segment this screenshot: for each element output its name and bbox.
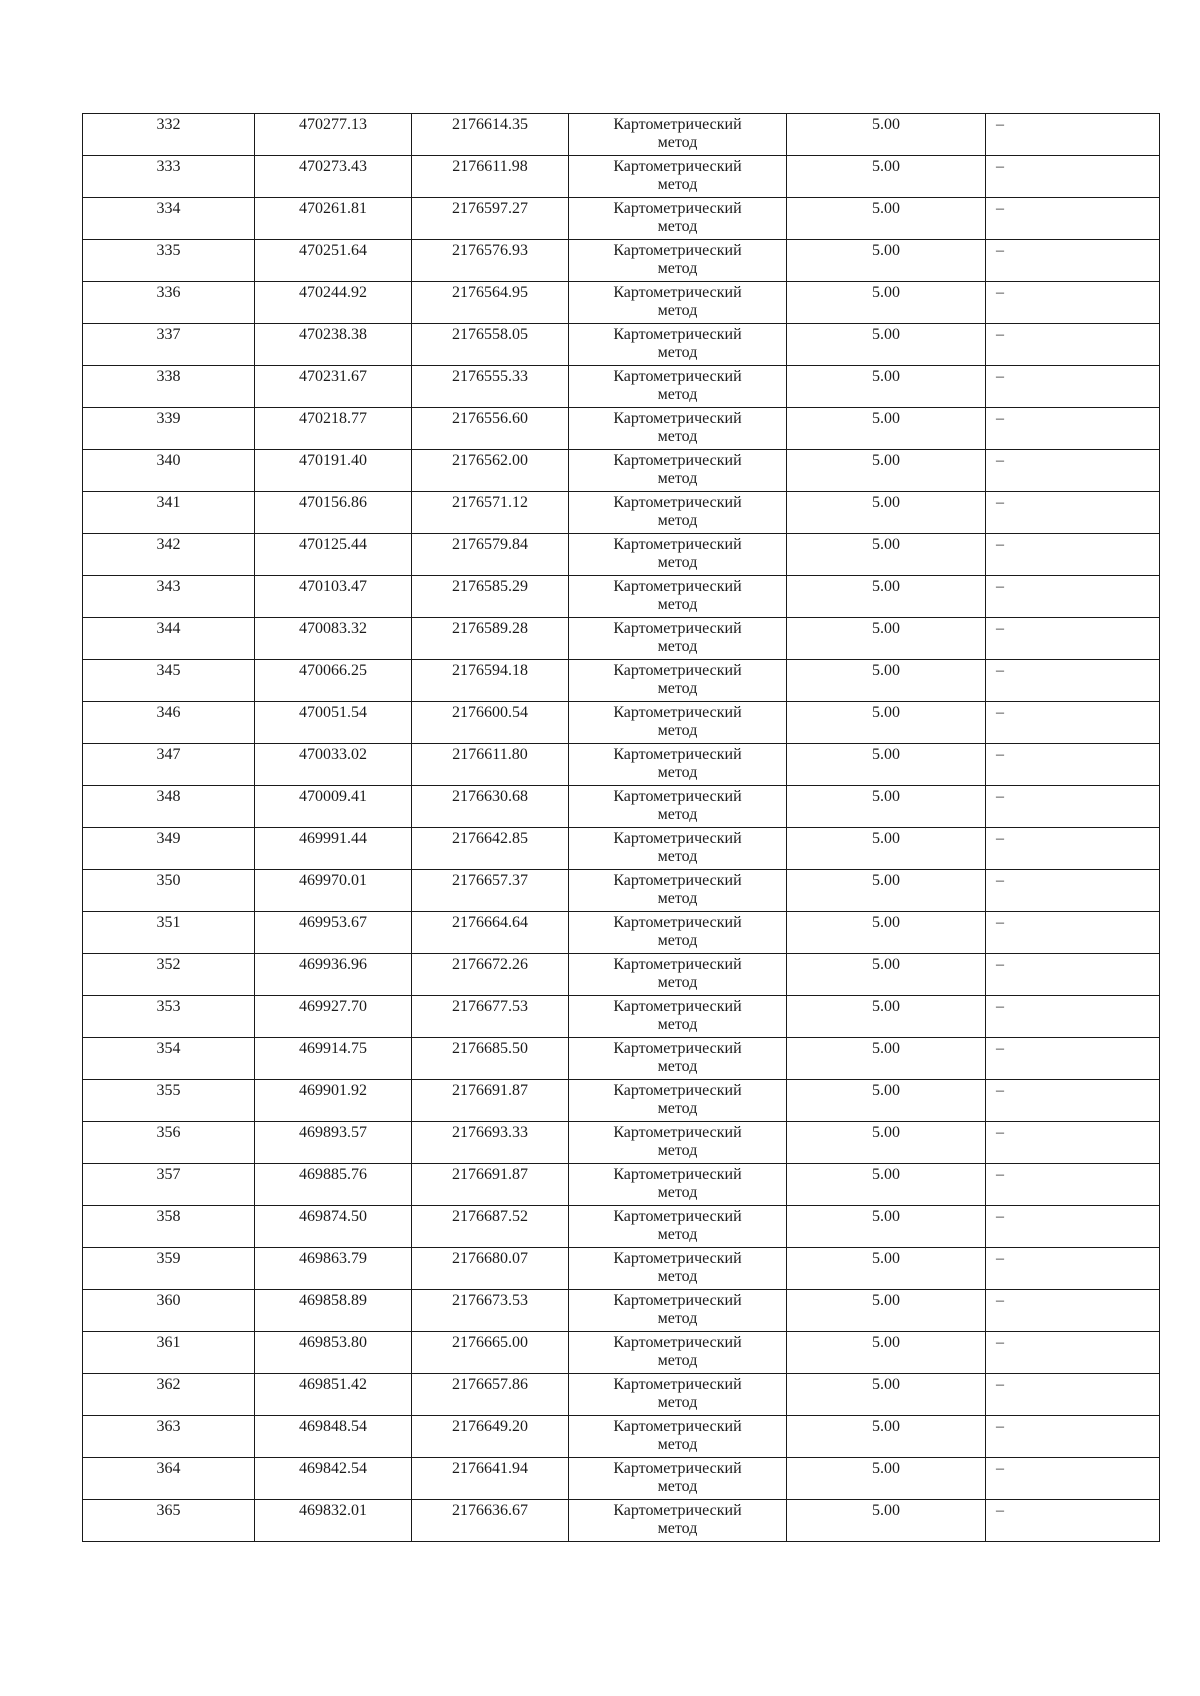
coord-x-cell: 470218.77 bbox=[255, 408, 412, 450]
table-row bbox=[83, 1458, 1160, 1500]
accuracy-cell: 5.00 bbox=[787, 1332, 986, 1374]
method-text: Картометрический метод bbox=[613, 1082, 742, 1117]
method-cell bbox=[569, 1458, 787, 1500]
coord-y-cell: 2176691.87 bbox=[412, 1080, 569, 1122]
accuracy-cell: 5.00 bbox=[787, 366, 986, 408]
coord-x-cell: 469851.42 bbox=[255, 1374, 412, 1416]
point-number-cell: 338 bbox=[83, 366, 255, 408]
method-text: Картометрический метод bbox=[613, 956, 742, 991]
method-cell bbox=[569, 114, 787, 156]
table-row bbox=[83, 534, 1160, 576]
note-cell: – bbox=[986, 618, 1160, 660]
coord-y-cell: 2176691.87 bbox=[412, 1164, 569, 1206]
method-cell bbox=[569, 1122, 787, 1164]
table-row bbox=[83, 1374, 1160, 1416]
accuracy-cell: 5.00 bbox=[787, 198, 986, 240]
method-text: Картометрический метод bbox=[613, 1166, 742, 1201]
method-cell bbox=[569, 954, 787, 996]
coord-y-cell: 2176649.20 bbox=[412, 1416, 569, 1458]
note-cell: – bbox=[986, 828, 1160, 870]
table-row bbox=[83, 240, 1160, 282]
table-row bbox=[83, 1122, 1160, 1164]
coord-x-cell: 470051.54 bbox=[255, 702, 412, 744]
table-row bbox=[83, 1416, 1160, 1458]
method-cell bbox=[569, 1290, 787, 1332]
table-row bbox=[83, 324, 1160, 366]
table-row bbox=[83, 492, 1160, 534]
table-row bbox=[83, 702, 1160, 744]
method-cell bbox=[569, 1332, 787, 1374]
accuracy-cell: 5.00 bbox=[787, 996, 986, 1038]
note-cell: – bbox=[986, 1164, 1160, 1206]
table-row bbox=[83, 450, 1160, 492]
coord-y-cell: 2176600.54 bbox=[412, 702, 569, 744]
coord-x-cell: 469853.80 bbox=[255, 1332, 412, 1374]
method-text: Картометрический метод bbox=[613, 578, 742, 613]
point-number-cell: 361 bbox=[83, 1332, 255, 1374]
point-number-cell: 343 bbox=[83, 576, 255, 618]
coord-y-cell: 2176636.67 bbox=[412, 1500, 569, 1542]
method-text: Картометрический метод bbox=[613, 1418, 742, 1453]
table-row bbox=[83, 1248, 1160, 1290]
coord-y-cell: 2176562.00 bbox=[412, 450, 569, 492]
accuracy-cell: 5.00 bbox=[787, 408, 986, 450]
accuracy-cell: 5.00 bbox=[787, 618, 986, 660]
coord-x-cell: 469858.89 bbox=[255, 1290, 412, 1332]
coord-x-cell: 470009.41 bbox=[255, 786, 412, 828]
coord-x-cell: 469936.96 bbox=[255, 954, 412, 996]
method-text: Картометрический метод bbox=[613, 1502, 742, 1537]
method-cell bbox=[569, 618, 787, 660]
point-number-cell: 354 bbox=[83, 1038, 255, 1080]
coord-x-cell: 470238.38 bbox=[255, 324, 412, 366]
method-cell bbox=[569, 1248, 787, 1290]
coord-y-cell: 2176672.26 bbox=[412, 954, 569, 996]
coord-y-cell: 2176664.64 bbox=[412, 912, 569, 954]
method-text: Картометрический метод bbox=[613, 200, 742, 235]
point-number-cell: 363 bbox=[83, 1416, 255, 1458]
accuracy-cell: 5.00 bbox=[787, 1374, 986, 1416]
method-text: Картометрический метод bbox=[613, 620, 742, 655]
coordinates-table-body bbox=[83, 114, 1160, 1542]
note-cell: – bbox=[986, 996, 1160, 1038]
point-number-cell: 345 bbox=[83, 660, 255, 702]
point-number-cell: 336 bbox=[83, 282, 255, 324]
coord-y-cell: 2176564.95 bbox=[412, 282, 569, 324]
table-row bbox=[83, 1332, 1160, 1374]
method-text: Картометрический метод bbox=[613, 1460, 742, 1495]
accuracy-cell: 5.00 bbox=[787, 1290, 986, 1332]
point-number-cell: 342 bbox=[83, 534, 255, 576]
coord-y-cell: 2176687.52 bbox=[412, 1206, 569, 1248]
note-cell: – bbox=[986, 1080, 1160, 1122]
note-cell: – bbox=[986, 576, 1160, 618]
accuracy-cell: 5.00 bbox=[787, 576, 986, 618]
coord-x-cell: 469970.01 bbox=[255, 870, 412, 912]
coord-y-cell: 2176594.18 bbox=[412, 660, 569, 702]
coord-x-cell: 469874.50 bbox=[255, 1206, 412, 1248]
accuracy-cell: 5.00 bbox=[787, 1080, 986, 1122]
method-text: Картометрический метод bbox=[613, 788, 742, 823]
accuracy-cell: 5.00 bbox=[787, 1416, 986, 1458]
coord-x-cell: 470244.92 bbox=[255, 282, 412, 324]
coord-y-cell: 2176611.80 bbox=[412, 744, 569, 786]
table-row bbox=[83, 1164, 1160, 1206]
method-text: Картометрический метод bbox=[613, 116, 742, 151]
method-text: Картометрический метод bbox=[613, 536, 742, 571]
coord-y-cell: 2176642.85 bbox=[412, 828, 569, 870]
coord-y-cell: 2176680.07 bbox=[412, 1248, 569, 1290]
coord-x-cell: 470156.86 bbox=[255, 492, 412, 534]
note-cell: – bbox=[986, 1290, 1160, 1332]
method-text: Картометрический метод bbox=[613, 284, 742, 319]
coord-y-cell: 2176641.94 bbox=[412, 1458, 569, 1500]
table-row bbox=[83, 786, 1160, 828]
table-row bbox=[83, 1290, 1160, 1332]
accuracy-cell: 5.00 bbox=[787, 1248, 986, 1290]
table-row bbox=[83, 1500, 1160, 1542]
coord-x-cell: 470066.25 bbox=[255, 660, 412, 702]
note-cell: – bbox=[986, 702, 1160, 744]
point-number-cell: 359 bbox=[83, 1248, 255, 1290]
coord-x-cell: 470191.40 bbox=[255, 450, 412, 492]
point-number-cell: 337 bbox=[83, 324, 255, 366]
coord-x-cell: 470273.43 bbox=[255, 156, 412, 198]
coord-x-cell: 470231.67 bbox=[255, 366, 412, 408]
accuracy-cell: 5.00 bbox=[787, 1164, 986, 1206]
method-text: Картометрический метод bbox=[613, 326, 742, 361]
point-number-cell: 348 bbox=[83, 786, 255, 828]
coord-y-cell: 2176685.50 bbox=[412, 1038, 569, 1080]
coord-y-cell: 2176597.27 bbox=[412, 198, 569, 240]
coord-y-cell: 2176558.05 bbox=[412, 324, 569, 366]
point-number-cell: 339 bbox=[83, 408, 255, 450]
method-cell bbox=[569, 324, 787, 366]
coord-y-cell: 2176630.68 bbox=[412, 786, 569, 828]
coord-x-cell: 469927.70 bbox=[255, 996, 412, 1038]
note-cell: – bbox=[986, 492, 1160, 534]
coord-y-cell: 2176571.12 bbox=[412, 492, 569, 534]
accuracy-cell: 5.00 bbox=[787, 828, 986, 870]
table-row bbox=[83, 912, 1160, 954]
accuracy-cell: 5.00 bbox=[787, 1458, 986, 1500]
accuracy-cell: 5.00 bbox=[787, 786, 986, 828]
coord-x-cell: 469991.44 bbox=[255, 828, 412, 870]
point-number-cell: 358 bbox=[83, 1206, 255, 1248]
table-row bbox=[83, 1038, 1160, 1080]
method-cell bbox=[569, 450, 787, 492]
method-cell bbox=[569, 198, 787, 240]
accuracy-cell: 5.00 bbox=[787, 660, 986, 702]
accuracy-cell: 5.00 bbox=[787, 954, 986, 996]
coord-x-cell: 470125.44 bbox=[255, 534, 412, 576]
method-text: Картометрический метод bbox=[613, 410, 742, 445]
method-text: Картометрический метод bbox=[613, 914, 742, 949]
note-cell: – bbox=[986, 660, 1160, 702]
note-cell: – bbox=[986, 198, 1160, 240]
accuracy-cell: 5.00 bbox=[787, 282, 986, 324]
coord-y-cell: 2176556.60 bbox=[412, 408, 569, 450]
coord-x-cell: 470251.64 bbox=[255, 240, 412, 282]
accuracy-cell: 5.00 bbox=[787, 1206, 986, 1248]
point-number-cell: 352 bbox=[83, 954, 255, 996]
coord-x-cell: 469885.76 bbox=[255, 1164, 412, 1206]
note-cell: – bbox=[986, 1038, 1160, 1080]
method-cell bbox=[569, 366, 787, 408]
table-row bbox=[83, 198, 1160, 240]
method-text: Картометрический метод bbox=[613, 1376, 742, 1411]
note-cell: – bbox=[986, 786, 1160, 828]
method-cell bbox=[569, 408, 787, 450]
accuracy-cell: 5.00 bbox=[787, 912, 986, 954]
table-row bbox=[83, 156, 1160, 198]
coord-x-cell: 469863.79 bbox=[255, 1248, 412, 1290]
note-cell: – bbox=[986, 1206, 1160, 1248]
coord-y-cell: 2176693.33 bbox=[412, 1122, 569, 1164]
point-number-cell: 340 bbox=[83, 450, 255, 492]
coord-y-cell: 2176589.28 bbox=[412, 618, 569, 660]
method-cell bbox=[569, 156, 787, 198]
accuracy-cell: 5.00 bbox=[787, 1038, 986, 1080]
coordinates-table bbox=[82, 113, 1160, 1542]
method-text: Картометрический метод bbox=[613, 1292, 742, 1327]
accuracy-cell: 5.00 bbox=[787, 1500, 986, 1542]
method-text: Картометрический метод bbox=[613, 242, 742, 277]
method-text: Картометрический метод bbox=[613, 1208, 742, 1243]
coord-x-cell: 469842.54 bbox=[255, 1458, 412, 1500]
note-cell: – bbox=[986, 534, 1160, 576]
point-number-cell: 351 bbox=[83, 912, 255, 954]
accuracy-cell: 5.00 bbox=[787, 450, 986, 492]
coord-y-cell: 2176585.29 bbox=[412, 576, 569, 618]
table-row bbox=[83, 996, 1160, 1038]
point-number-cell: 349 bbox=[83, 828, 255, 870]
note-cell: – bbox=[986, 954, 1160, 996]
coord-x-cell: 470033.02 bbox=[255, 744, 412, 786]
method-cell bbox=[569, 1374, 787, 1416]
point-number-cell: 332 bbox=[83, 114, 255, 156]
accuracy-cell: 5.00 bbox=[787, 870, 986, 912]
method-cell bbox=[569, 1206, 787, 1248]
note-cell: – bbox=[986, 1248, 1160, 1290]
coord-x-cell: 469832.01 bbox=[255, 1500, 412, 1542]
method-cell bbox=[569, 1500, 787, 1542]
table-row bbox=[83, 366, 1160, 408]
coord-x-cell: 469901.92 bbox=[255, 1080, 412, 1122]
accuracy-cell: 5.00 bbox=[787, 534, 986, 576]
method-cell bbox=[569, 660, 787, 702]
point-number-cell: 334 bbox=[83, 198, 255, 240]
table-row bbox=[83, 1080, 1160, 1122]
table-row bbox=[83, 282, 1160, 324]
table-row bbox=[83, 954, 1160, 996]
method-cell bbox=[569, 534, 787, 576]
method-cell bbox=[569, 702, 787, 744]
point-number-cell: 355 bbox=[83, 1080, 255, 1122]
accuracy-cell: 5.00 bbox=[787, 114, 986, 156]
note-cell: – bbox=[986, 156, 1160, 198]
method-text: Картометрический метод bbox=[613, 1250, 742, 1285]
method-cell bbox=[569, 996, 787, 1038]
method-cell bbox=[569, 1164, 787, 1206]
method-text: Картометрический метод bbox=[613, 368, 742, 403]
table-row bbox=[83, 828, 1160, 870]
accuracy-cell: 5.00 bbox=[787, 1122, 986, 1164]
point-number-cell: 353 bbox=[83, 996, 255, 1038]
accuracy-cell: 5.00 bbox=[787, 744, 986, 786]
point-number-cell: 341 bbox=[83, 492, 255, 534]
point-number-cell: 360 bbox=[83, 1290, 255, 1332]
note-cell: – bbox=[986, 450, 1160, 492]
method-text: Картометрический метод bbox=[613, 1040, 742, 1075]
table-row bbox=[83, 744, 1160, 786]
note-cell: – bbox=[986, 1458, 1160, 1500]
table-row bbox=[83, 408, 1160, 450]
note-cell: – bbox=[986, 114, 1160, 156]
method-text: Картометрический метод bbox=[613, 494, 742, 529]
method-text: Картометрический метод bbox=[613, 158, 742, 193]
method-text: Картометрический метод bbox=[613, 1334, 742, 1369]
method-cell bbox=[569, 282, 787, 324]
point-number-cell: 333 bbox=[83, 156, 255, 198]
method-cell bbox=[569, 870, 787, 912]
coord-y-cell: 2176665.00 bbox=[412, 1332, 569, 1374]
coord-x-cell: 470261.81 bbox=[255, 198, 412, 240]
coord-x-cell: 470083.32 bbox=[255, 618, 412, 660]
method-cell bbox=[569, 1038, 787, 1080]
coord-y-cell: 2176657.37 bbox=[412, 870, 569, 912]
method-text: Картометрический метод bbox=[613, 452, 742, 487]
note-cell: – bbox=[986, 366, 1160, 408]
method-cell bbox=[569, 576, 787, 618]
coord-x-cell: 469848.54 bbox=[255, 1416, 412, 1458]
table-row bbox=[83, 660, 1160, 702]
method-cell bbox=[569, 744, 787, 786]
method-text: Картометрический метод bbox=[613, 998, 742, 1033]
coord-x-cell: 470103.47 bbox=[255, 576, 412, 618]
accuracy-cell: 5.00 bbox=[787, 492, 986, 534]
point-number-cell: 362 bbox=[83, 1374, 255, 1416]
note-cell: – bbox=[986, 870, 1160, 912]
coord-y-cell: 2176555.33 bbox=[412, 366, 569, 408]
accuracy-cell: 5.00 bbox=[787, 324, 986, 366]
point-number-cell: 356 bbox=[83, 1122, 255, 1164]
point-number-cell: 346 bbox=[83, 702, 255, 744]
note-cell: – bbox=[986, 912, 1160, 954]
coord-y-cell: 2176673.53 bbox=[412, 1290, 569, 1332]
note-cell: – bbox=[986, 324, 1160, 366]
method-text: Картометрический метод bbox=[613, 704, 742, 739]
note-cell: – bbox=[986, 1332, 1160, 1374]
point-number-cell: 335 bbox=[83, 240, 255, 282]
table-row bbox=[83, 618, 1160, 660]
accuracy-cell: 5.00 bbox=[787, 240, 986, 282]
note-cell: – bbox=[986, 282, 1160, 324]
method-cell bbox=[569, 1416, 787, 1458]
note-cell: – bbox=[986, 1122, 1160, 1164]
note-cell: – bbox=[986, 408, 1160, 450]
method-cell bbox=[569, 786, 787, 828]
table-row bbox=[83, 870, 1160, 912]
point-number-cell: 347 bbox=[83, 744, 255, 786]
note-cell: – bbox=[986, 1374, 1160, 1416]
point-number-cell: 365 bbox=[83, 1500, 255, 1542]
method-text: Картометрический метод bbox=[613, 830, 742, 865]
note-cell: – bbox=[986, 1416, 1160, 1458]
point-number-cell: 364 bbox=[83, 1458, 255, 1500]
method-cell bbox=[569, 912, 787, 954]
accuracy-cell: 5.00 bbox=[787, 156, 986, 198]
coord-x-cell: 469953.67 bbox=[255, 912, 412, 954]
note-cell: – bbox=[986, 1500, 1160, 1542]
coord-y-cell: 2176611.98 bbox=[412, 156, 569, 198]
method-cell bbox=[569, 1080, 787, 1122]
table-row bbox=[83, 1206, 1160, 1248]
accuracy-cell: 5.00 bbox=[787, 702, 986, 744]
coord-x-cell: 469893.57 bbox=[255, 1122, 412, 1164]
point-number-cell: 350 bbox=[83, 870, 255, 912]
method-cell bbox=[569, 240, 787, 282]
coord-y-cell: 2176579.84 bbox=[412, 534, 569, 576]
method-text: Картометрический метод bbox=[613, 746, 742, 781]
note-cell: – bbox=[986, 744, 1160, 786]
method-cell bbox=[569, 828, 787, 870]
method-text: Картометрический метод bbox=[613, 662, 742, 697]
coord-y-cell: 2176657.86 bbox=[412, 1374, 569, 1416]
coord-y-cell: 2176677.53 bbox=[412, 996, 569, 1038]
method-text: Картометрический метод bbox=[613, 872, 742, 907]
method-cell bbox=[569, 492, 787, 534]
coord-x-cell: 470277.13 bbox=[255, 114, 412, 156]
method-text: Картометрический метод bbox=[613, 1124, 742, 1159]
table-row bbox=[83, 576, 1160, 618]
coord-x-cell: 469914.75 bbox=[255, 1038, 412, 1080]
note-cell: – bbox=[986, 240, 1160, 282]
table-row bbox=[83, 114, 1160, 156]
point-number-cell: 344 bbox=[83, 618, 255, 660]
coord-y-cell: 2176576.93 bbox=[412, 240, 569, 282]
coord-y-cell: 2176614.35 bbox=[412, 114, 569, 156]
point-number-cell: 357 bbox=[83, 1164, 255, 1206]
